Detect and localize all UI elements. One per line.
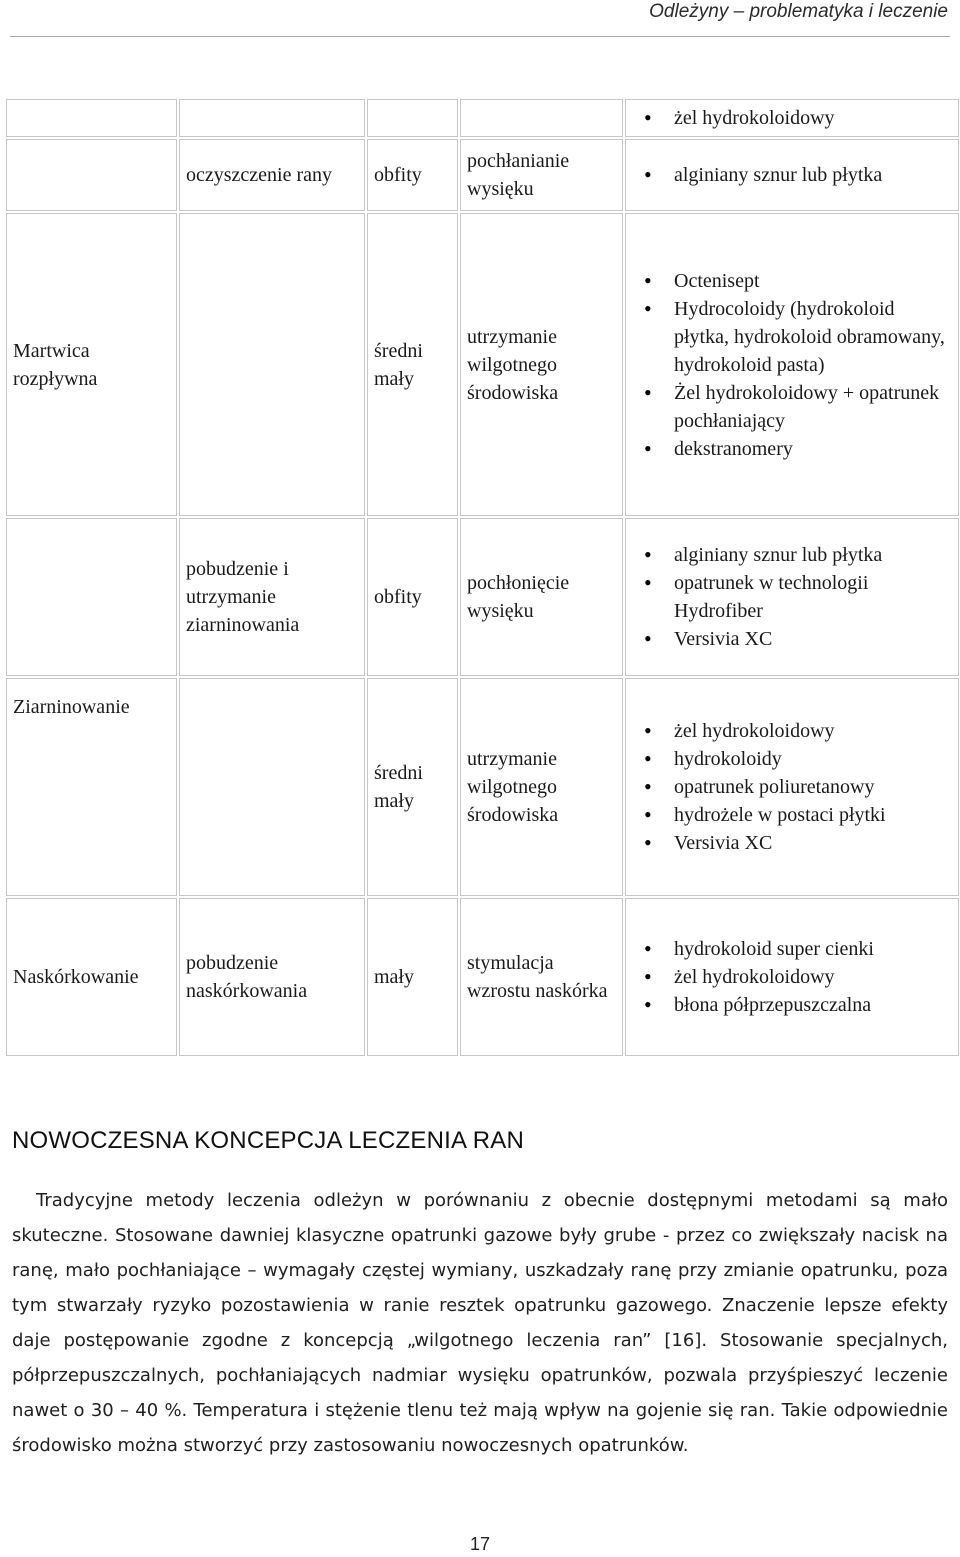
list-item: • opatrunek poliuretanowy xyxy=(632,773,952,801)
dressings-list xyxy=(632,161,952,189)
goal-cell xyxy=(179,678,365,896)
list-item: • Żel hydrokoloidowy + opatrunek pochłaniający xyxy=(632,379,952,435)
dressings-list xyxy=(632,935,952,1019)
section-heading: NOWOCZESNA KONCEPCJA LECZENIA RAN xyxy=(12,1127,525,1154)
dressings-list xyxy=(632,717,952,857)
dressings-cell xyxy=(625,898,959,1056)
stage-cell xyxy=(6,139,177,211)
dressings-cell xyxy=(625,678,959,896)
action-cell: pochłanianie wysięku xyxy=(460,139,623,211)
list-item: • żel hydrokoloidowy xyxy=(632,963,952,991)
action-cell xyxy=(460,99,623,137)
exudate-cell: obfity xyxy=(367,518,458,676)
list-item: • Versivia XC xyxy=(632,829,952,857)
header-rule xyxy=(10,36,950,37)
list-item: • żel hydrokoloidowy xyxy=(632,104,952,132)
table-row xyxy=(6,518,959,676)
action-cell: stymulacja wzrostu naskórka xyxy=(460,898,623,1056)
list-item: • Hydrocoloidy (hydrokoloid płytka, hydrokoloid obramowany, hydrokoloid pasta) xyxy=(632,295,952,379)
exudate-cell xyxy=(367,99,458,137)
treatment-table xyxy=(4,97,960,1058)
action-cell: pochłonięcie wysięku xyxy=(460,518,623,676)
page-number: 17 xyxy=(469,1534,491,1554)
dressings-cell xyxy=(625,518,959,676)
action-cell: utrzymanie wilgotnego środowiska xyxy=(460,678,623,896)
stage-cell xyxy=(6,518,177,676)
list-item: • Octenisept xyxy=(632,267,952,295)
goal-cell xyxy=(179,213,365,516)
list-item: • hydrożele w postaci płytki xyxy=(632,801,952,829)
stage-cell: Ziarninowanie xyxy=(6,678,177,896)
list-item: • hydrokoloidy xyxy=(632,745,952,773)
dressings-cell xyxy=(625,139,959,211)
goal-cell: oczyszczenie rany xyxy=(179,139,365,211)
goal-cell: pobudzenie i utrzymanie ziarninowania xyxy=(179,518,365,676)
dressings-cell xyxy=(625,213,959,516)
goal-cell xyxy=(179,99,365,137)
list-item: • Versivia XC xyxy=(632,625,952,653)
dressings-cell xyxy=(625,99,959,137)
dressings-list xyxy=(632,267,952,463)
dressings-list xyxy=(632,541,952,653)
table-row xyxy=(6,898,959,1056)
table-row xyxy=(6,213,959,516)
table-row xyxy=(6,139,959,211)
action-cell: utrzymanie wilgotnego środowiska xyxy=(460,213,623,516)
dressings-list xyxy=(632,104,952,132)
exudate-cell: obfity xyxy=(367,139,458,211)
goal-cell: pobudzenie naskórkowania xyxy=(179,898,365,1056)
list-item: • alginiany sznur lub płytka xyxy=(632,541,952,569)
stage-cell: Naskórkowanie xyxy=(6,898,177,1056)
list-item: • błona półprzepuszczalna xyxy=(632,991,952,1019)
exudate-cell: średni mały xyxy=(367,678,458,896)
list-item: • żel hydrokoloidowy xyxy=(632,717,952,745)
list-item: • alginiany sznur lub płytka xyxy=(632,161,952,189)
exudate-cell: mały xyxy=(367,898,458,1056)
table-row xyxy=(6,99,959,137)
body-paragraph: Tradycyjne metody leczenia odleżyn w porównaniu z obecnie dostępnymi metodami są mało skuteczne. Stosowane dawniej klasyczne opatrunki gazowe były grube - przez co zwiększały nacisk na ranę, mało pochłaniające – wymagały częstej wymiany, uszkadzały ranę przy zmianie opatrunku, poza tym stwarzały ryzyko pozostawienia w ranie resztek opatrunku gazowego. Znaczenie lepsze efekty daje postępowanie zgodne z koncepcją „wilgotnego leczenia ran” [16]. Stosowanie specjalnych, półprzepuszczalnych, pochłaniających nadmiar wysięku opatrunków, pozwala przyśpieszyć leczenie nawet o 30 – 40 %. Temperatura i stężenie tlenu też mają wpływ na gojenie się ran. Takie odpowiednie środowisko można stworzyć przy zastosowaniu nowoczesnych opatrunków. xyxy=(12,1190,948,1456)
list-item: • dekstranomery xyxy=(632,435,952,463)
list-item: • hydrokoloid super cienki xyxy=(632,935,952,963)
running-header: Odleżyny – problematyka i leczenie xyxy=(649,1,948,22)
exudate-cell: średni mały xyxy=(367,213,458,516)
stage-cell: Martwica rozpływna xyxy=(6,213,177,516)
list-item: • opatrunek w technologii Hydrofiber xyxy=(632,569,952,625)
stage-cell xyxy=(6,99,177,137)
table-row xyxy=(6,678,959,896)
